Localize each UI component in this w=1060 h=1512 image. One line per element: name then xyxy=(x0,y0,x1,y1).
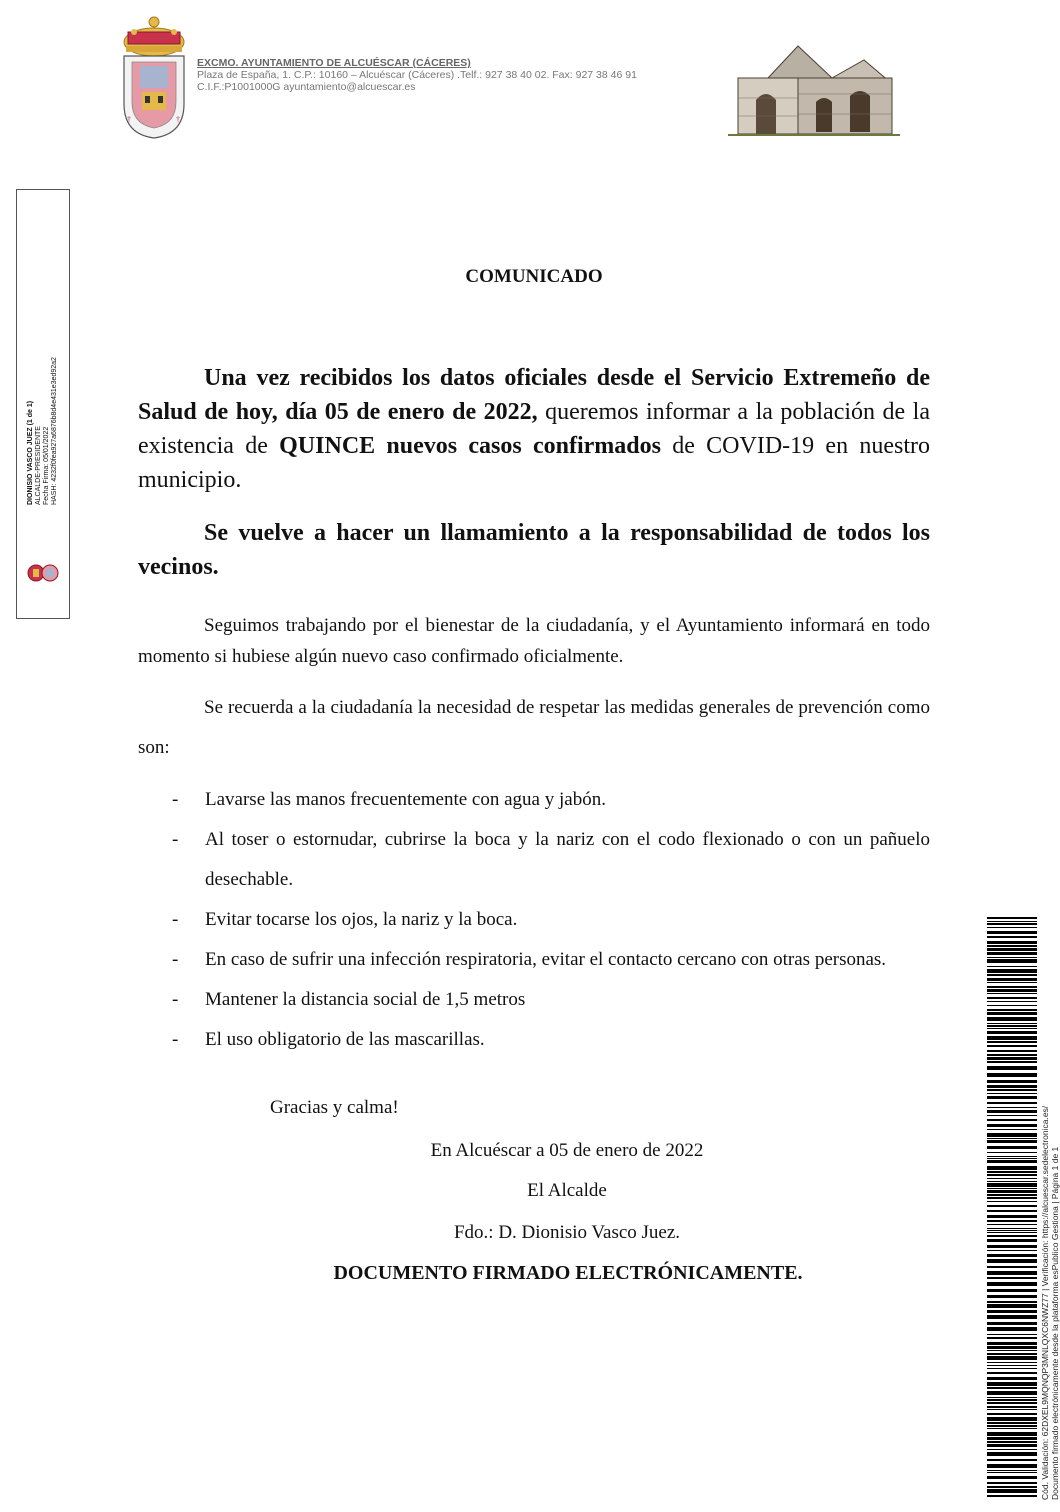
signature-hash: HASH: 4232f0fea927a6876b8d4e431e3ed92a2 xyxy=(51,357,58,505)
list-dash: - xyxy=(172,829,179,850)
list-dash: - xyxy=(172,1029,179,1050)
measure-text: Lavarse las manos frecuentemente con agua y jabón. xyxy=(205,789,606,810)
list-item xyxy=(138,980,930,1020)
org-name: EXCMO. AYUNTAMIENTO DE ALCUÉSCAR (CÁCERES) xyxy=(197,57,471,69)
measures-list xyxy=(138,780,930,1060)
church-illustration-icon xyxy=(728,38,900,138)
list-dash: - xyxy=(172,909,179,930)
list-dash: - xyxy=(172,989,179,1010)
list-dash: - xyxy=(172,789,179,810)
closing-text: Gracias y calma! xyxy=(270,1097,399,1118)
coat-of-arms-icon xyxy=(118,12,190,140)
measure-text: Al toser o estornudar, cubrirse la boca y la nariz con el codo flexionado o con un pañuelo desechable. xyxy=(205,829,930,890)
org-address: Plaza de España, 1. C.P.: 10160 – Alcuéscar (Cáceres) .Telf.: 927 38 40 02. Fax: 927 38 46 91 xyxy=(197,69,637,81)
cases-count: QUINCE nuevos casos confirmados xyxy=(279,433,661,459)
stamp-crest-icon xyxy=(25,562,61,584)
org-cif-email: C.I.F.:P1001000G ayuntamiento@alcuescar.es xyxy=(197,81,416,93)
cases-end: de COVID-19 en nuestro municipio. xyxy=(138,433,930,493)
cases-text: queremos informar a la población de la existencia de xyxy=(138,399,931,459)
measure-text: El uso obligatorio de las mascarillas. xyxy=(205,1029,485,1050)
svg-text:†: † xyxy=(176,115,180,124)
signer-role: ALCALDE-PRESIDENTE xyxy=(35,426,42,505)
list-item xyxy=(138,820,930,900)
signature-stamp-text xyxy=(27,305,59,505)
cases-intro: Una vez recibidos los datos oficiales desde el Servicio Extremeño de Salud de hoy, día 05 de enero de 2022, xyxy=(138,365,930,425)
verification-platform: Documento firmado electrónicamente desde la plataforma esPublico Gestiona | Página 1 de 1 xyxy=(1050,1146,1060,1500)
document-title: COMUNICADO xyxy=(465,266,603,287)
list-item xyxy=(138,900,930,940)
signature-line: Fdo.: D. Dionisio Vasco Juez. xyxy=(453,1222,681,1243)
barcode xyxy=(987,917,1037,1497)
paragraph-cases xyxy=(138,361,930,497)
signer-name: DIONISIO VASCO JUEZ (1 de 1) xyxy=(27,400,34,505)
paragraph-measures-intro: Se recuerda a la ciudadanía la necesidad de respetar las medidas generales de prevención como son: xyxy=(138,697,930,758)
measure-text: Evitar tocarse los ojos, la nariz y la boca. xyxy=(205,909,518,930)
signature-date: Fecha Firma: 05/01/2022 xyxy=(43,426,50,505)
verification-text xyxy=(1040,960,1060,1500)
list-item xyxy=(138,780,930,820)
measure-text: En caso de sufrir una infección respiratoria, evitar el contacto cercano con otras personas. xyxy=(205,949,887,970)
electronic-signature-note: DOCUMENTO FIRMADO ELECTRÓNICAMENTE. xyxy=(333,1262,803,1284)
list-dash: - xyxy=(172,949,179,970)
place-date: En Alcuéscar a 05 de enero de 2022 xyxy=(430,1140,704,1161)
svg-text:†: † xyxy=(127,115,131,124)
list-item xyxy=(138,1020,930,1060)
signer-role-line: El Alcalde xyxy=(527,1180,607,1201)
measure-text: Mantener la distancia social de 1,5 metros xyxy=(205,989,526,1010)
list-item xyxy=(138,940,930,980)
paragraph-responsibility: Se vuelve a hacer un llamamiento a la responsabilidad de todos los vecinos. xyxy=(138,520,930,580)
verification-code: Cód. Validación: 62DXEL9MQNQP3MNLQXC6NWZ77 | Verificación: https://alcuescar.sedelectronica.es/ xyxy=(1040,1105,1050,1500)
paragraph-wellbeing: Seguimos trabajando por el bienestar de la ciudadanía, y el Ayuntamiento informará en todo momento si hubiese algún nuevo caso confirmado oficialmente. xyxy=(138,615,930,667)
